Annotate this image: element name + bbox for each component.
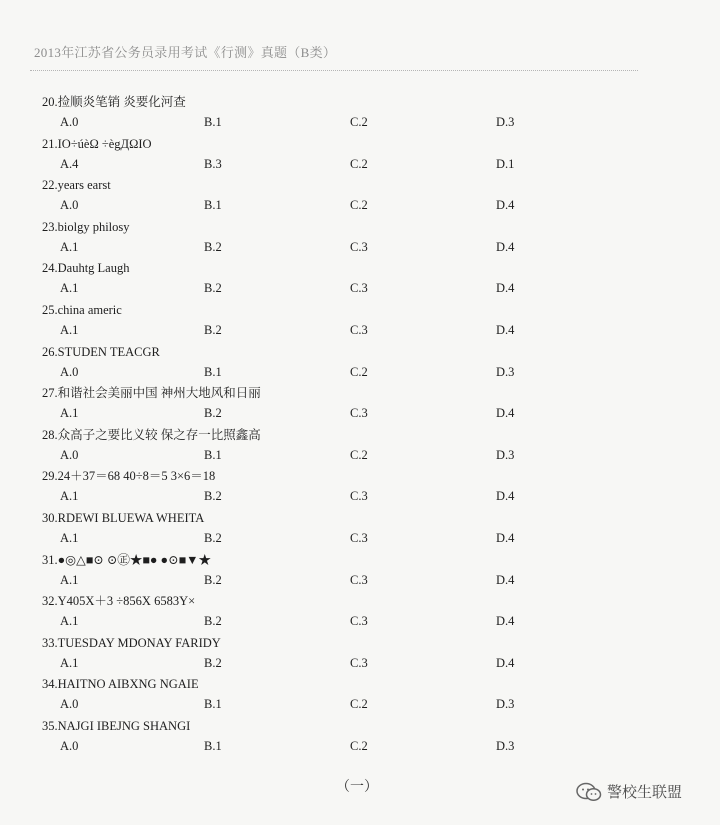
answer-options	[42, 240, 662, 260]
answer-option: B.1	[204, 198, 222, 213]
question-item	[42, 177, 662, 219]
answer-option: B.2	[204, 530, 222, 545]
answer-options	[42, 323, 662, 343]
answer-options	[42, 157, 662, 177]
answer-option: B.1	[204, 115, 222, 129]
question-item	[42, 385, 662, 427]
question-stem: 28.众高子之要比义较 保之存一比照鑫高	[42, 427, 261, 442]
question-item	[42, 302, 662, 344]
question-item	[42, 593, 662, 635]
question-item	[42, 676, 662, 718]
answer-option: D.4	[496, 655, 515, 670]
answer-option: A.1	[60, 406, 79, 421]
answer-option: B.2	[204, 281, 222, 296]
question-stem: 25.china americ	[42, 302, 122, 317]
watermark	[576, 781, 682, 802]
answer-option: D.4	[496, 281, 515, 296]
answer-option: D.4	[496, 572, 515, 587]
answer-option: C.2	[350, 115, 368, 129]
question-stem: 32.Y405X＋3 ÷856X 6583Y×	[42, 594, 196, 609]
answer-option: A.1	[60, 572, 79, 587]
answer-options	[42, 365, 662, 385]
answer-option: D.3	[496, 364, 515, 379]
answer-options	[42, 531, 662, 551]
page-header: 2013年江苏省公务员录用考试《行测》真题（B类）	[34, 45, 337, 60]
question-stem: 22.years earst	[42, 178, 111, 193]
question-item	[42, 552, 662, 594]
answer-option: C.2	[350, 738, 368, 753]
question-stem: 24.Dauhtg Laugh	[42, 261, 130, 276]
answer-option: D.3	[496, 697, 515, 712]
question-stem: 26.STUDEN TEACGR	[42, 344, 160, 359]
answer-option: B.1	[204, 364, 222, 379]
answer-option: C.3	[350, 239, 368, 254]
answer-options	[42, 614, 662, 634]
question-stem: 34.HAITNO AIBXNG NGAIE	[42, 677, 199, 692]
answer-option: A.1	[60, 281, 79, 296]
answer-option: D.4	[496, 406, 515, 421]
question-item	[42, 718, 662, 760]
answer-options	[42, 198, 662, 218]
answer-option: B.1	[204, 447, 222, 462]
answer-option: C.3	[350, 489, 368, 504]
question-item	[42, 136, 662, 178]
answer-option: C.3	[350, 572, 368, 587]
chat-bubbles-icon	[576, 782, 602, 802]
question-item	[42, 510, 662, 552]
answer-options	[42, 489, 662, 509]
question-list	[42, 94, 662, 760]
answer-option: C.3	[350, 322, 368, 337]
question-stem: 29.24＋37＝68 40÷8＝5 3×6＝18	[42, 469, 216, 484]
answer-options	[42, 573, 662, 593]
answer-option: A.1	[60, 614, 79, 629]
question-stem: 20.捡顺炎笔销 炎要化河查	[42, 95, 186, 109]
answer-option: A.1	[60, 322, 79, 337]
answer-option: D.3	[496, 115, 515, 129]
question-stem: 35.NAJGI IBEJNG SHANGI	[42, 718, 191, 733]
question-item	[42, 94, 662, 136]
page-number: （一）	[336, 780, 378, 795]
answer-option: A.0	[60, 198, 79, 213]
answer-option: A.0	[60, 447, 79, 462]
answer-option: D.4	[496, 239, 515, 254]
answer-option: A.1	[60, 530, 79, 545]
answer-option: D.4	[496, 322, 515, 337]
answer-option: D.4	[496, 614, 515, 629]
question-stem: 27.和谐社会美丽中国 神州大地风和日丽	[42, 386, 261, 401]
question-item	[42, 344, 662, 386]
question-stem: 23.biolgy philosy	[42, 219, 130, 234]
question-item	[42, 219, 662, 261]
answer-options	[42, 697, 662, 717]
answer-options	[42, 656, 662, 676]
answer-option: A.0	[60, 738, 79, 753]
answer-option: C.3	[350, 655, 368, 670]
answer-option: D.4	[496, 489, 515, 504]
answer-option: A.0	[60, 697, 79, 712]
question-stem: 33.TUESDAY MDONAY FARIDY	[42, 635, 221, 650]
answer-option: A.1	[60, 239, 79, 254]
answer-option: B.2	[204, 572, 222, 587]
answer-options	[42, 739, 662, 759]
answer-option: A.1	[60, 655, 79, 670]
answer-option: A.4	[60, 156, 79, 171]
answer-option: C.2	[350, 697, 368, 712]
answer-option: A.1	[60, 489, 79, 504]
answer-option: B.2	[204, 614, 222, 629]
answer-option: C.2	[350, 364, 368, 379]
answer-options	[42, 406, 662, 426]
answer-option: C.3	[350, 406, 368, 421]
answer-option: D.4	[496, 198, 515, 213]
answer-option: B.2	[204, 239, 222, 254]
answer-option: A.0	[60, 364, 79, 379]
answer-option: B.1	[204, 697, 222, 712]
answer-option: C.2	[350, 198, 368, 213]
answer-option: D.3	[496, 738, 515, 753]
answer-option: B.1	[204, 738, 222, 753]
answer-option: B.2	[204, 489, 222, 504]
question-stem: 31.●◎△■⊙ ⊙㊣★■● ●⊙■▼★	[42, 552, 211, 567]
answer-option: C.2	[350, 447, 368, 462]
answer-option: B.2	[204, 322, 222, 337]
answer-option: D.3	[496, 447, 515, 462]
answer-option: C.3	[350, 614, 368, 629]
answer-options	[42, 115, 662, 135]
answer-options	[42, 448, 662, 468]
question-stem: 21.ΙΟ÷úèΩ ÷ègДΩΙΟ	[42, 136, 152, 151]
answer-option: B.3	[204, 156, 222, 171]
answer-option: A.0	[60, 115, 79, 129]
question-item	[42, 468, 662, 510]
question-item	[42, 635, 662, 677]
answer-option: D.1	[496, 156, 515, 171]
answer-option: C.2	[350, 156, 368, 171]
answer-option: D.4	[496, 530, 515, 545]
answer-option: C.3	[350, 281, 368, 296]
answer-options	[42, 281, 662, 301]
watermark-text: 警校生联盟	[607, 783, 683, 801]
header-rule	[30, 70, 638, 71]
question-stem: 30.RDEWI BLUEWA WHEITA	[42, 510, 205, 525]
question-item	[42, 427, 662, 469]
answer-option: C.3	[350, 530, 368, 545]
question-item	[42, 260, 662, 302]
answer-option: B.2	[204, 655, 222, 670]
answer-option: B.2	[204, 406, 222, 421]
